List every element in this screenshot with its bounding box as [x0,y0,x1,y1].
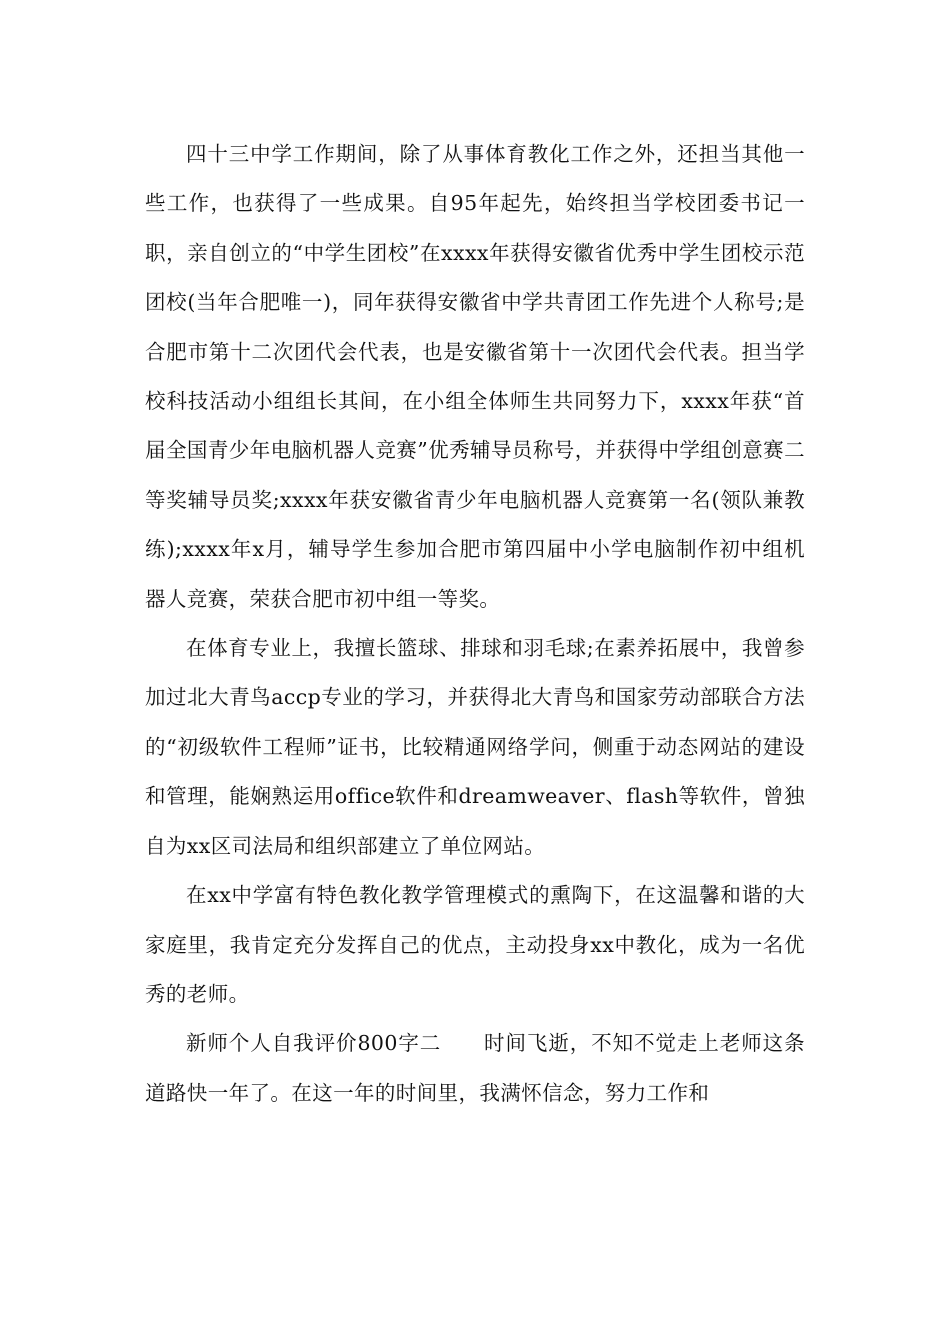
document-body [145,130,805,1118]
paragraph-skills: 在体育专业上，我擅长篮球、排球和羽毛球;在素养拓展中，我曾参加过北大青鸟accp专业的学习，并获得北大青鸟和国家劳动部联合方法的“初级软件工程师”证书，比较精通网络学问，侧重于动态网站的建设和管理，能娴熟运用office软件和dreamweaver、flash等软件，曾独自为xx区司法局和组织部建立了单位网站。 [145,636,805,858]
paragraph-work-history: 四十三中学工作期间，除了从事体育教化工作之外，还担当其他一些工作，也获得了一些成果。自95年起先，始终担当学校团委书记一职，亲自创立的“中学生团校”在xxxx年获得安徽省优秀中学生团校示范团校(当年合肥唯一)，同年获得安徽省中学共青团工作先进个人称号;是合肥市第十二次团代会代表，也是安徽省第十一次团代会代表。担当学校科技活动小组组长其间，在小组全体师生共同努力下，xxxx年获“首届全国青少年电脑机器人竞赛”优秀辅导员称号，并获得中学组创意赛二等奖辅导员奖;xxxx年获安徽省青少年电脑机器人竞赛第一名(领队兼教练);xxxx年x月，辅导学生参加合肥市第四届中小学电脑制作初中组机器人竞赛，荣获合肥市初中组一等奖。 [145,142,805,611]
paragraph-self-evaluation-two: 新师个人自我评价800字二 时间飞逝，不知不觉走上老师这条道路快一年了。在这一年的时间里，我满怀信念，努力工作和 [145,1031,805,1105]
paragraph-commitment: 在xx中学富有特色教化教学管理模式的熏陶下，在这温馨和谐的大家庭里，我肯定充分发挥自己的优点，主动投身xx中教化，成为一名优秀的老师。 [145,883,805,1006]
